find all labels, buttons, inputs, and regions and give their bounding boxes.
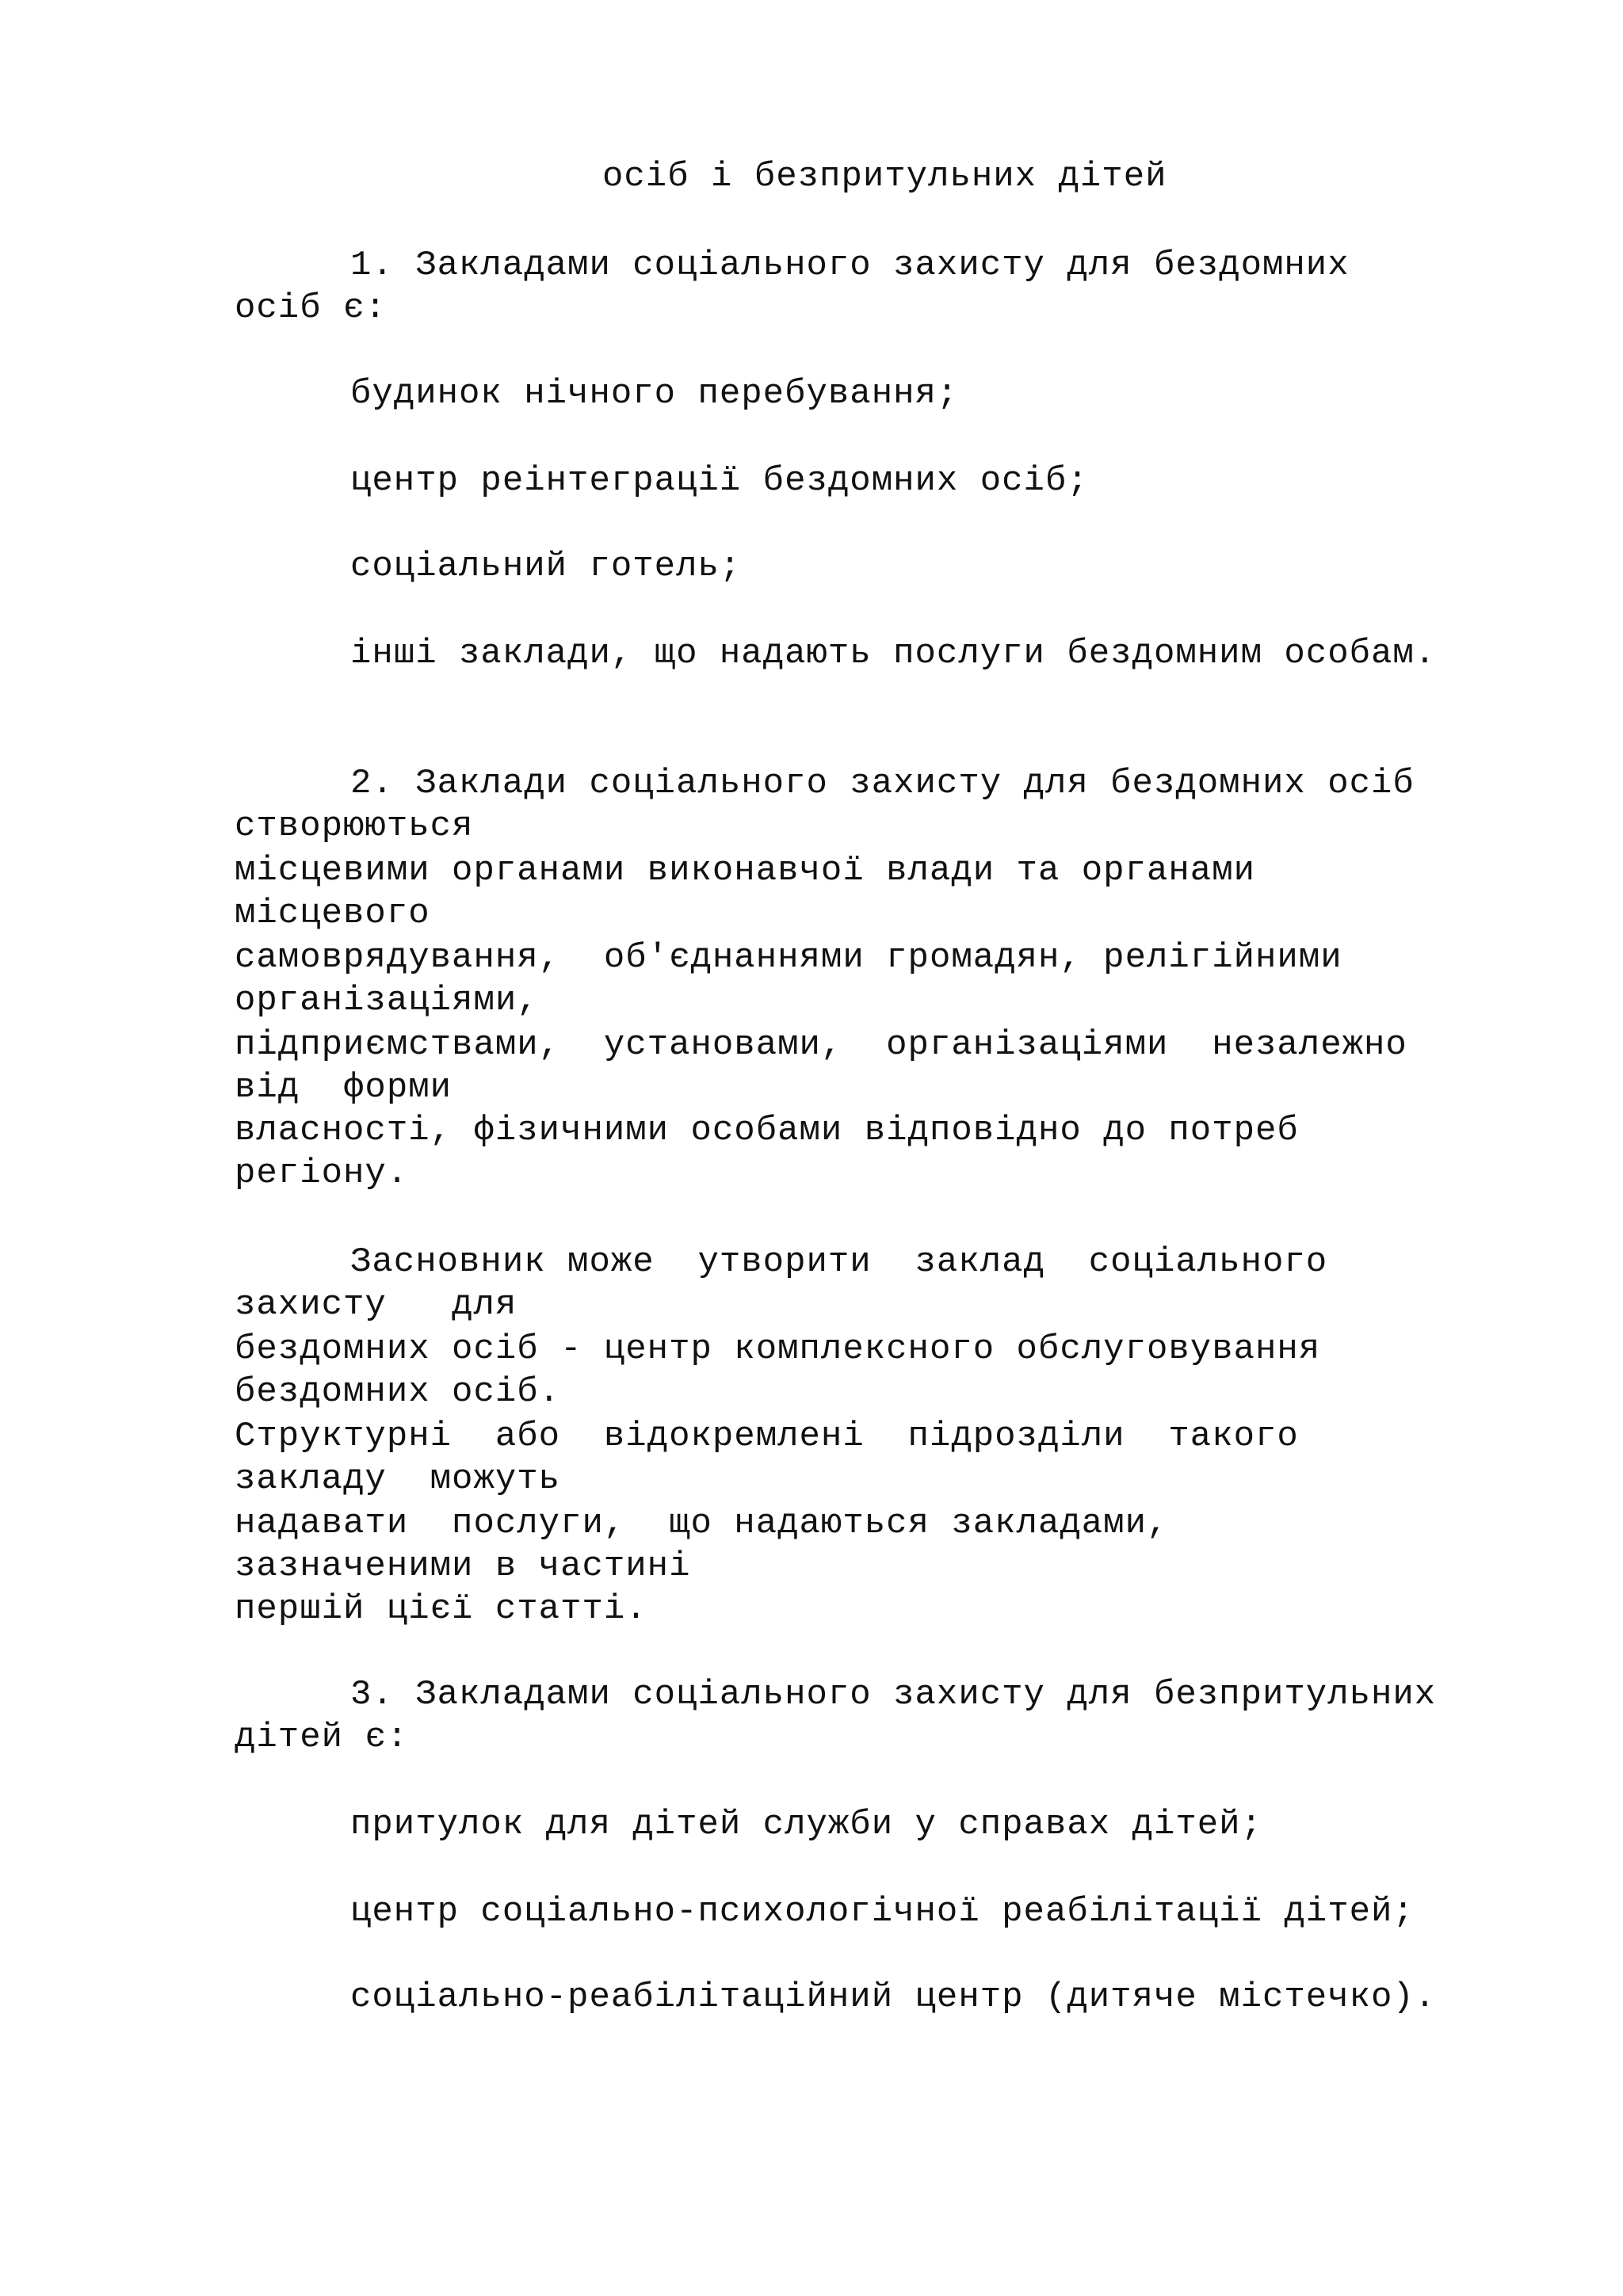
section2-line: місцевими органами виконавчої влади та органами <box>235 851 1256 891</box>
section2-line: від форми <box>235 1068 453 1108</box>
section2-line: місцевого <box>235 894 430 933</box>
section1-item: будинок нічного перебування; <box>350 374 959 414</box>
section1-item: інші заклади, що надають послуги бездомним особам. <box>350 634 1437 673</box>
section2-line: самоврядування, об'єднаннями громадян, релігійними <box>235 938 1342 978</box>
section3-line2: дітей є: <box>235 1718 409 1757</box>
founder-line: Засновник може утворити заклад соціального <box>350 1242 1328 1282</box>
section1-line1: 1. Закладами соціального захисту для бездомних <box>350 246 1350 285</box>
section2-line: організаціями, <box>235 981 539 1020</box>
section3-item: соціально-реабілітаційний центр (дитяче містечко). <box>350 1978 1437 2017</box>
section1-line2: осіб є: <box>235 288 387 328</box>
founder-line: зазначеними в частині <box>235 1547 691 1586</box>
founder-line: Структурні або відокремлені підрозділи такого <box>235 1417 1299 1456</box>
section3-line1: 3. Закладами соціального захисту для безпритульних <box>350 1675 1437 1714</box>
section2-line: підприємствами, установами, організаціями незалежно <box>235 1025 1407 1065</box>
section3-item: центр соціально-психологічної реабілітації дітей; <box>350 1892 1415 1932</box>
founder-line: бездомних осіб. <box>235 1372 561 1412</box>
founder-line: першій цієї статті. <box>235 1589 647 1629</box>
section2-line: регіону. <box>235 1154 409 1193</box>
founder-line: бездомних осіб - центр комплексного обслуговування <box>235 1329 1321 1369</box>
section2-line: власності, фізичними особами відповідно до потреб <box>235 1111 1299 1150</box>
section1-item: соціальний готель; <box>350 547 742 586</box>
section3-item: притулок для дітей служби у справах дітей; <box>350 1805 1262 1844</box>
document-heading: осіб і безпритульних дітей <box>602 157 1167 196</box>
section2-line: створюються <box>235 807 474 846</box>
founder-line: надавати послуги, що надаються закладами, <box>235 1504 1169 1543</box>
section2-line: 2. Заклади соціального захисту для бездомних осіб <box>350 764 1415 803</box>
section1-item: центр реінтеграції бездомних осіб; <box>350 461 1089 501</box>
founder-line: закладу можуть <box>235 1459 561 1499</box>
founder-line: захисту для <box>235 1285 517 1325</box>
